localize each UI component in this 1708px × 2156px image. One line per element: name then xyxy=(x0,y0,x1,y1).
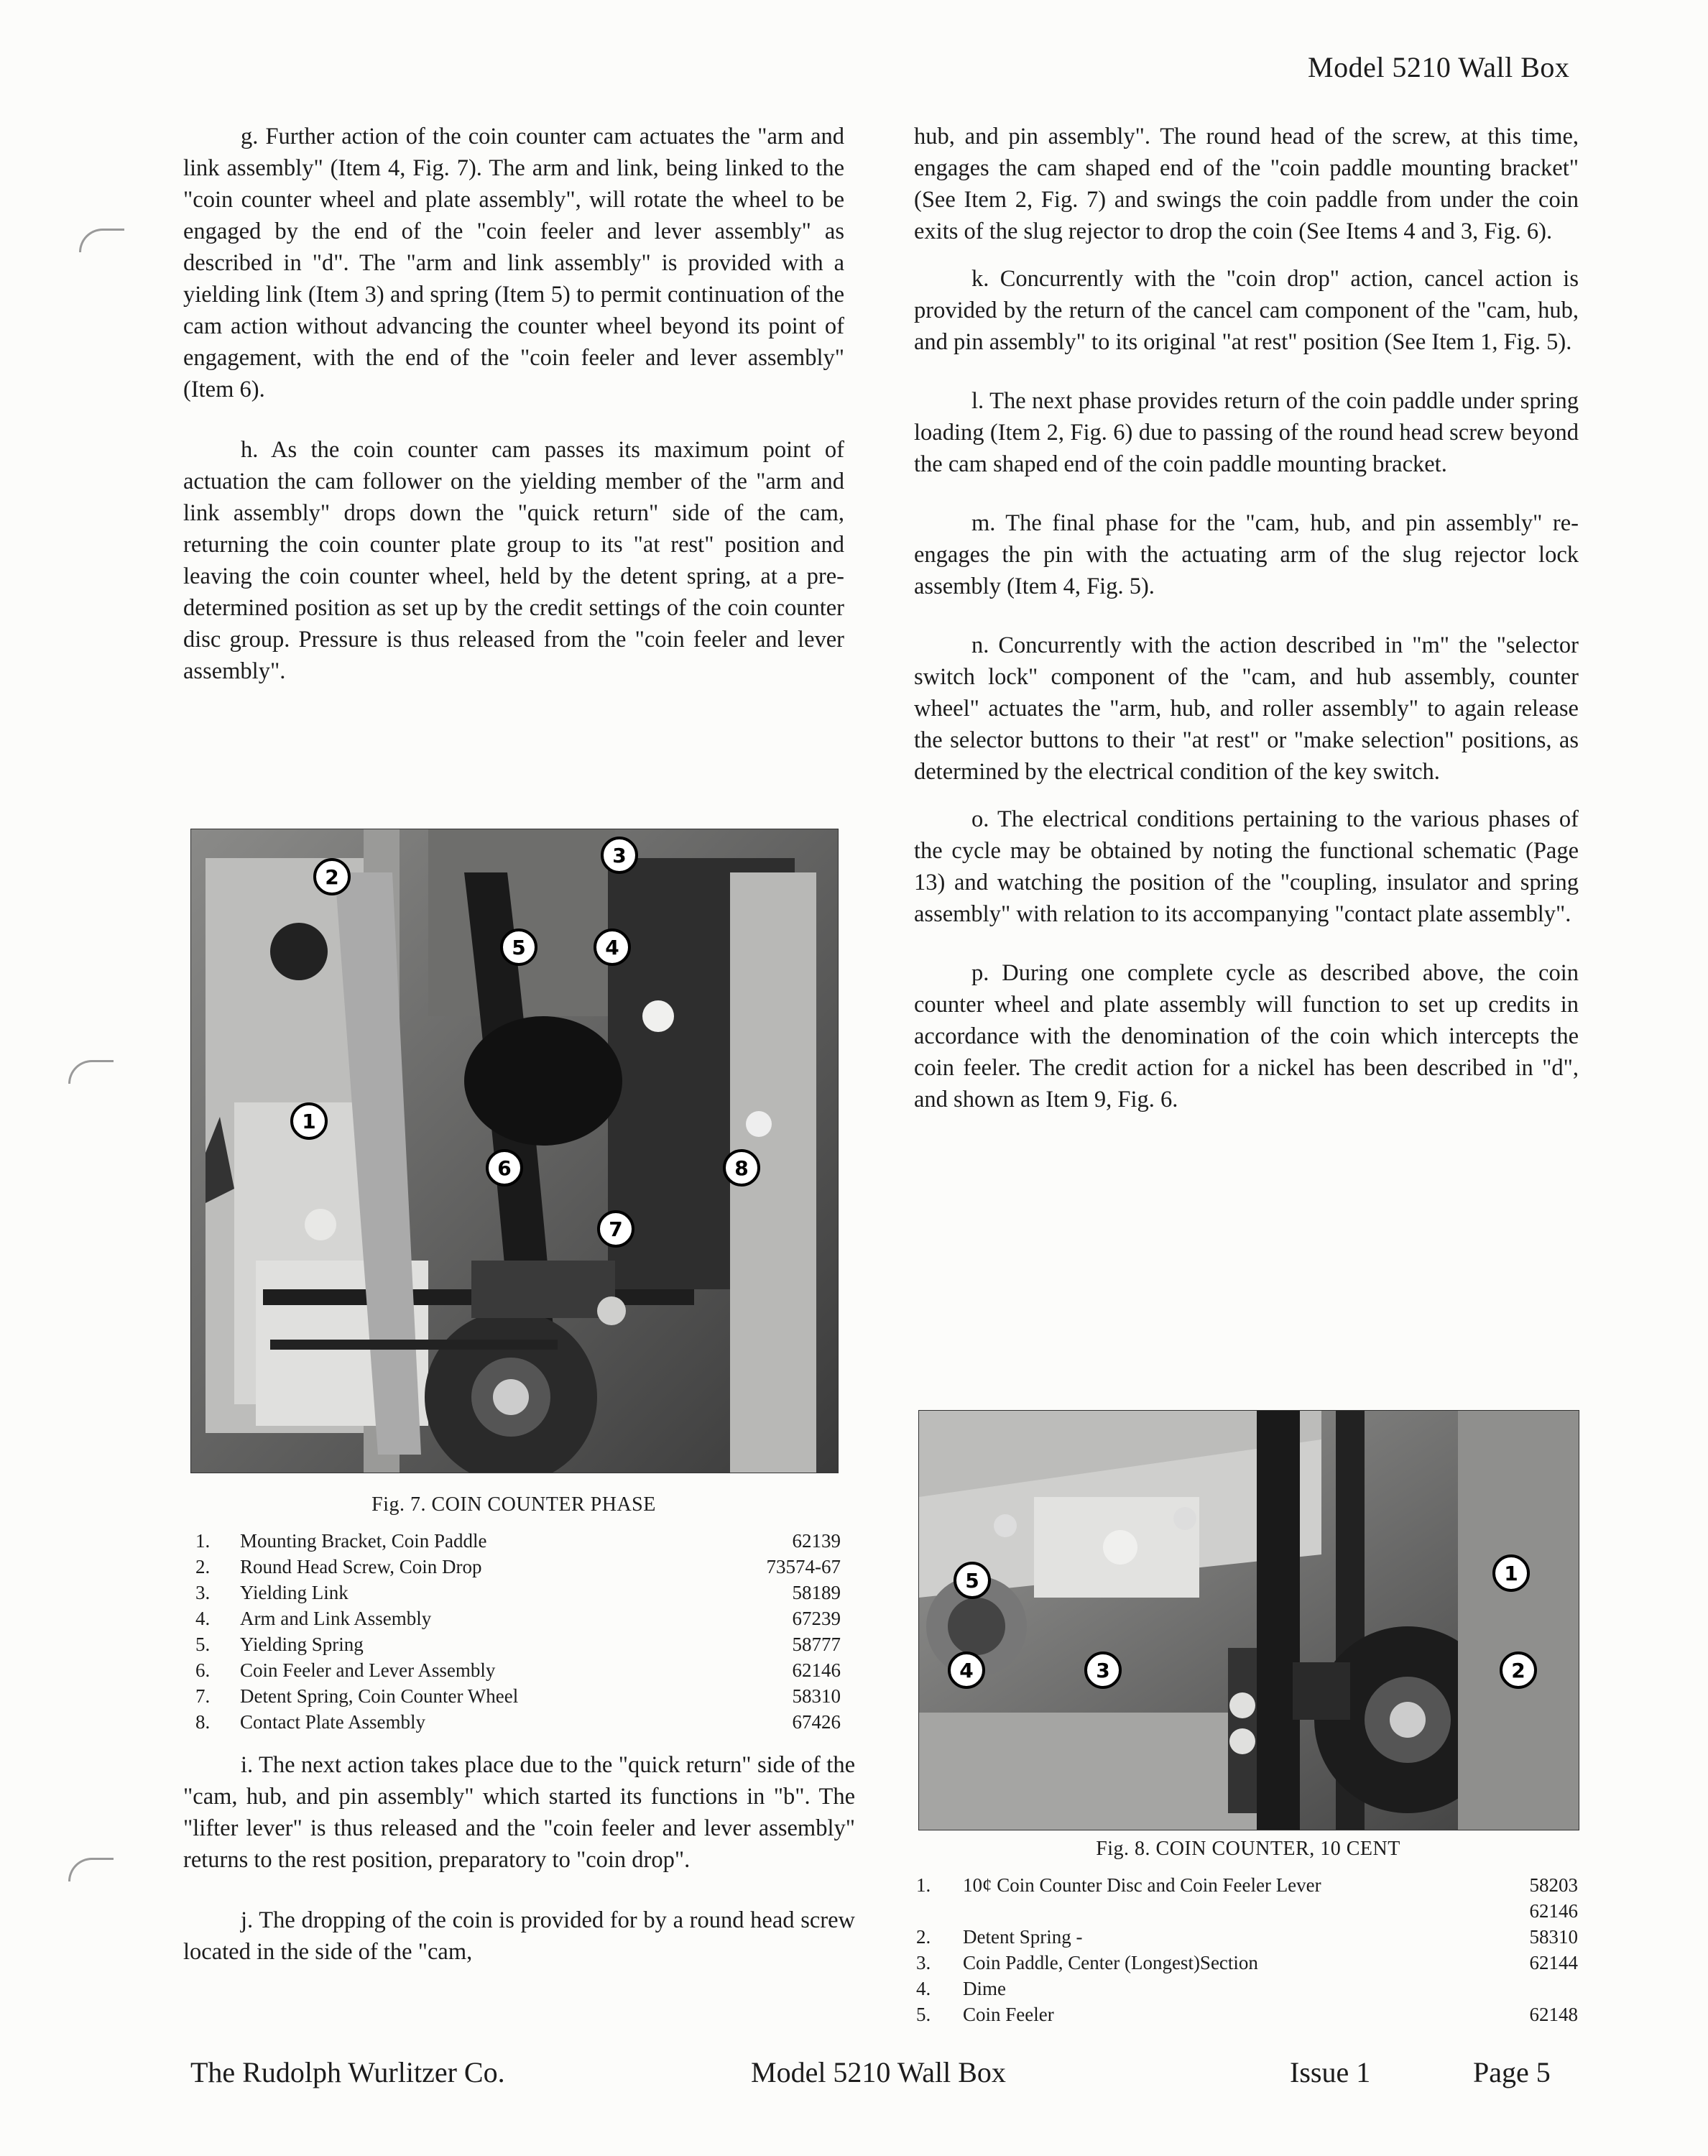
part-catalog-number: 62139 xyxy=(792,1530,841,1552)
parts-list-row xyxy=(916,1924,1578,1950)
footer-issue: Issue 1 xyxy=(1290,2056,1371,2088)
part-description: Detent Spring - xyxy=(963,1926,1083,1948)
part-catalog-number: 73574-67 xyxy=(766,1556,841,1577)
fig8-photo xyxy=(918,1410,1579,1830)
paragraph-j: j. The dropping of the coin is provided for by a round head screw located in the side of the "cam, xyxy=(183,1907,855,1965)
part-catalog-number: 58310 xyxy=(792,1685,841,1707)
footer-company: The Rudolph Wurlitzer Co. xyxy=(190,2056,505,2088)
parts-list-row xyxy=(195,1631,841,1657)
part-number-index: 3. xyxy=(916,1952,931,1973)
part-catalog-number: 67239 xyxy=(792,1608,841,1629)
fig7-callout-2: 2 xyxy=(313,858,351,895)
parts-list-row xyxy=(195,1709,841,1735)
part-description: Arm and Link Assembly xyxy=(240,1608,432,1629)
parts-list-row xyxy=(916,1950,1578,1976)
part-description: Mounting Bracket, Coin Paddle xyxy=(240,1530,487,1552)
part-number-index: 3. xyxy=(195,1582,211,1603)
part-catalog-number: 62146 xyxy=(792,1659,841,1681)
parts-list-row xyxy=(195,1580,841,1606)
binder-mark xyxy=(68,1060,114,1084)
paragraph-l: l. The next phase provides return of the coin paddle under spring loading (Item 2, Fig. 6) due to passing of the round head screw beyond the cam shaped end of the coin paddle mounting bracket. xyxy=(914,388,1579,477)
fig7-callout-3: 3 xyxy=(601,837,638,874)
part-number-index: 2. xyxy=(916,1926,931,1948)
fig7-callout-5: 5 xyxy=(500,929,537,966)
fig7-callout-6: 6 xyxy=(486,1149,523,1187)
part-description: Coin Paddle, Center (Longest)Section xyxy=(963,1952,1258,1973)
fig7-parts-list xyxy=(195,1528,841,1735)
fig8-callout-4: 4 xyxy=(948,1651,985,1689)
part-description: Coin Feeler and Lever Assembly xyxy=(240,1659,496,1681)
fig8-parts-list xyxy=(916,1872,1578,2027)
paragraph-k: k. Concurrently with the "coin drop" action, cancel action is provided by the return of the cancel cam component of the "cam, hub, and pin assembly" to its original "at rest" position (See Item 1, Fig. 5). xyxy=(914,266,1579,355)
parts-list-row xyxy=(195,1683,841,1709)
part-catalog-number: 58203 xyxy=(1529,1874,1578,1896)
parts-list-row xyxy=(916,1976,1578,2001)
part-number-index: 4. xyxy=(916,1978,931,1999)
part-catalog-number: 62148 xyxy=(1529,2004,1578,2025)
part-catalog-number: 58189 xyxy=(792,1582,841,1603)
part-number-index: 8. xyxy=(195,1711,211,1733)
left-column-bottom xyxy=(183,1749,855,1968)
fig8-callout-1: 1 xyxy=(1492,1554,1530,1592)
part-number-index: 1. xyxy=(916,1874,931,1896)
part-description: 10¢ Coin Counter Disc and Coin Feeler Lever xyxy=(963,1874,1321,1896)
part-catalog-number: 67426 xyxy=(792,1711,841,1733)
fig8-callout-2: 2 xyxy=(1500,1651,1537,1689)
part-number-index: 1. xyxy=(195,1530,211,1552)
part-number-index: 2. xyxy=(195,1556,211,1577)
part-description: Yielding Spring xyxy=(240,1634,364,1655)
paragraph-g: g. Further action of the coin counter cam actuates the "arm and link assembly" (Item 4, Fig. 7). The arm and link, being linked to the "coin counter wheel and plate assembly", will rotate the wheel to be engaged by the end of the "coin feeler and lever assembly" as described in "d". The "arm and link assembly" is provided with a yielding link (Item 3) and spring (Item 5) to permit continuation of the cam action without advancing the counter wheel beyond its point of engagement, with the end of the "coin feeler and lever assembly" (Item 6). xyxy=(183,124,844,402)
part-description: Detent Spring, Coin Counter Wheel xyxy=(240,1685,519,1707)
parts-list-row xyxy=(195,1554,841,1580)
parts-list-row xyxy=(195,1528,841,1554)
paragraph-n: n. Concurrently with the action described in "m" the "selector switch lock" component of the "cam, and hub assembly, counter wheel" actuates the "arm, hub, and roller assembly" to again release the selector buttons to their "at rest" or "make selection" positions, as determined by the electrical condition of the key switch. xyxy=(914,632,1579,785)
part-number-index: 5. xyxy=(916,2004,931,2025)
part-number-index: 4. xyxy=(195,1608,211,1629)
parts-list-row xyxy=(916,1872,1578,1898)
page-header-title: Model 5210 Wall Box xyxy=(1308,51,1570,83)
part-description: Contact Plate Assembly xyxy=(240,1711,425,1733)
part-description: Dime xyxy=(963,1978,1006,1999)
fig8-caption: Fig. 8. COIN COUNTER, 10 CENT xyxy=(1096,1838,1400,1860)
fig7-callout-1: 1 xyxy=(290,1102,328,1140)
right-column xyxy=(914,121,1579,1115)
footer-model: Model 5210 Wall Box xyxy=(751,2056,1006,2088)
part-description: Yielding Link xyxy=(240,1582,348,1603)
part-catalog-number: 58777 xyxy=(792,1634,841,1655)
fig8-photo-illustration xyxy=(919,1411,1579,1830)
binder-mark xyxy=(79,229,124,252)
part-catalog-number: 62146 xyxy=(1529,1900,1578,1922)
fig8-callout-3: 3 xyxy=(1084,1651,1122,1689)
paragraph-j-continued: hub, and pin assembly". The round head of the screw, at this time, engages the cam shaped end of the "coin paddle mounting bracket" (See Item 2, Fig. 7) and swings the coin paddle from under the coin exits of the slug rejector to drop the coin (See Items 4 and 3, Fig. 6). xyxy=(914,124,1579,244)
parts-list-row xyxy=(195,1657,841,1683)
fig8-callout-5: 5 xyxy=(954,1562,991,1599)
paragraph-m: m. The final phase for the "cam, hub, and pin assembly" re-engages the pin with the actuating arm of the slug rejector lock assembly (Item 4, Fig. 5). xyxy=(914,510,1579,599)
paragraph-o: o. The electrical conditions pertaining to the various phases of the cycle may be obtained by noting the functional schematic (Page 13) and watching the position of the "coupling, insulator and spring assembly" with relation to its accompanying "contact plate assembly". xyxy=(914,806,1579,927)
fig7-callout-4: 4 xyxy=(594,929,631,966)
parts-list-row xyxy=(916,1898,1578,1924)
part-catalog-number: 58310 xyxy=(1529,1926,1578,1948)
part-description: Coin Feeler xyxy=(963,2004,1054,2025)
fig7-callout-7: 7 xyxy=(597,1210,634,1248)
part-number-index: 5. xyxy=(195,1634,211,1655)
footer-page: Page 5 xyxy=(1473,2056,1551,2088)
parts-list-row xyxy=(195,1606,841,1631)
part-catalog-number: 62144 xyxy=(1529,1952,1578,1973)
part-number-index: 6. xyxy=(195,1659,211,1681)
fig7-caption: Fig. 7. COIN COUNTER PHASE xyxy=(371,1493,656,1516)
fig7-photo xyxy=(190,829,839,1473)
left-column-top xyxy=(183,121,844,687)
paragraph-i: i. The next action takes place due to the "quick return" side of the "cam, hub, and pin assembly" which started its functions in "b". The "lifter lever" is thus released and the "coin feeler and lever assembly" returns to the rest position, preparatory to "coin drop". xyxy=(183,1752,855,1873)
parts-list-row xyxy=(916,2001,1578,2027)
paragraph-p: p. During one complete cycle as described above, the coin counter wheel and plate assembly will function to set up credits in accordance with the denomination of the coin which intercepts the coin feeler. The credit action for a nickel has been described in "d", and shown as Item 9, Fig. 6. xyxy=(914,960,1579,1112)
part-number-index: 7. xyxy=(195,1685,211,1707)
binder-mark xyxy=(68,1858,114,1881)
part-description: Round Head Screw, Coin Drop xyxy=(240,1556,482,1577)
paragraph-h: h. As the coin counter cam passes its maximum point of actuation the cam follower on the yielding member of the "arm and link assembly" drops down the "quick return" side of the cam, returning the coin counter plate group to its "at rest" position and leaving the coin counter wheel, held by the detent spring, at a pre-determined position as set up by the credit settings of the coin counter disc group. Pressure is thus released from the "coin feeler and lever assembly". xyxy=(183,437,844,684)
fig7-callout-8: 8 xyxy=(723,1149,760,1187)
